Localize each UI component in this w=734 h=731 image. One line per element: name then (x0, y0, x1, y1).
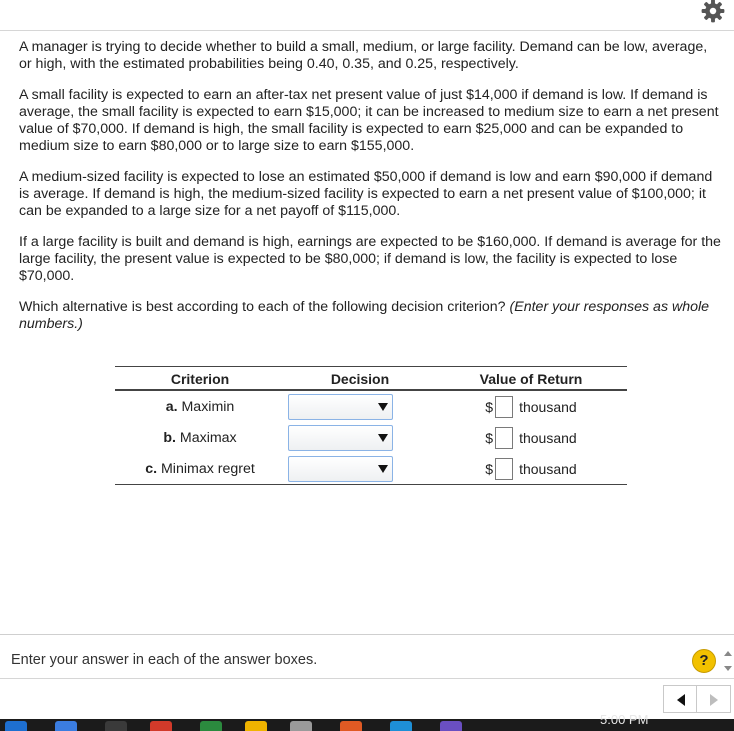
nav-divider (0, 678, 734, 679)
next-arrow-icon (708, 693, 720, 707)
dropdown-arrow-icon (376, 400, 390, 414)
decision-cell (285, 453, 435, 485)
value-unit: thousand (519, 429, 577, 446)
question-instruction: (Enter your responses as whole numbers.) (19, 299, 710, 332)
taskbar-app-icon[interactable] (150, 721, 172, 731)
prev-button[interactable] (663, 685, 697, 713)
taskbar-app-icon[interactable] (105, 721, 127, 731)
header-decision: Decision (285, 367, 435, 391)
value-cell (435, 453, 627, 485)
taskbar-app-icon[interactable] (390, 721, 412, 731)
value-input-maximin[interactable] (495, 396, 513, 418)
taskbar-clock: 5:00 PM (600, 714, 649, 727)
taskbar-app-icon[interactable] (5, 721, 27, 731)
header-criterion: Criterion (115, 367, 285, 391)
criterion-cell (115, 453, 285, 485)
prev-arrow-icon (675, 693, 687, 707)
criterion-label: Maximin (181, 398, 235, 415)
dropdown-arrow-icon (376, 462, 390, 476)
taskbar-app-icon[interactable] (440, 721, 462, 731)
currency-symbol: $ (485, 429, 494, 446)
taskbar-app-icon[interactable] (290, 721, 312, 731)
value-input-minimax-regret[interactable] (495, 458, 513, 480)
problem-paragraph: A manager is trying to decide whether to build a small, medium, or large facility. Demand can be low, average, or high, with the estimated probabilities being 0.40, 0.35, and 0.25, respectively. (19, 39, 708, 72)
taskbar-app-icon[interactable] (245, 721, 267, 731)
gear-icon[interactable] (700, 0, 726, 24)
value-group (485, 427, 576, 449)
taskbar-app-icon[interactable] (200, 721, 222, 731)
footer-hint: Enter your answer in each of the answer boxes. (11, 652, 318, 668)
decision-cell (285, 390, 435, 422)
decision-dropdown-maximin[interactable] (288, 394, 393, 420)
header-value: Value of Return (435, 367, 627, 391)
problem-paragraph: A small facility is expected to earn an after-tax net present value of just $14,000 if demand is low. If demand is average, the small facility is expected to earn $15,000; it can be increased to medium size to earn a net present value of $70,000. If demand is high, the small facility is expected to earn $25,000 and can be expanded to medium size to earn $80,000 or to large size to earn $155,000. (19, 87, 719, 154)
taskbar-app-icon[interactable] (340, 721, 362, 731)
decision-dropdown-maximax[interactable] (288, 425, 393, 451)
table-row (115, 453, 627, 485)
table-row (115, 422, 627, 453)
value-group (485, 396, 576, 418)
value-input-maximax[interactable] (495, 427, 513, 449)
next-button[interactable] (697, 685, 731, 713)
table-row (115, 390, 627, 422)
value-cell (435, 390, 627, 422)
top-bar (0, 0, 734, 31)
answer-table (115, 366, 627, 485)
criterion-letter: c. (145, 460, 158, 477)
value-group (485, 458, 576, 480)
criterion-label: Minimax regret (160, 460, 255, 477)
value-cell (435, 422, 627, 453)
problem-paragraph: A medium-sized facility is expected to lose an estimated $50,000 if demand is low and earn $90,000 if demand is average. If demand is high, the medium-sized facility is expected to earn a net present value of $100,000; it can be expanded to a large size for a net payoff of $115,000. (19, 169, 713, 219)
currency-symbol: $ (485, 398, 494, 415)
value-unit: thousand (519, 460, 577, 477)
decision-cell (285, 422, 435, 453)
chevron-icon[interactable] (723, 648, 733, 674)
decision-dropdown-minimax-regret[interactable] (288, 456, 393, 482)
footer-divider (0, 634, 734, 635)
question-text (19, 39, 721, 347)
currency-symbol: $ (485, 460, 494, 477)
problem-paragraph: If a large facility is built and demand is high, earnings are expected to be $160,000. If demand is average for the large facility, the present value is expected to be $80,000; if demand is low, the facility is expected to lose $70,000. (19, 234, 721, 284)
criterion-label: Maximax (179, 429, 237, 446)
criterion-letter: b. (163, 429, 176, 446)
criterion-cell (115, 422, 285, 453)
criterion-cell (115, 390, 285, 422)
taskbar-app-icon[interactable] (55, 721, 77, 731)
criterion-letter: a. (165, 398, 178, 415)
question-text-main: Which alternative is best according to each of the following decision criterion? (19, 299, 506, 315)
question-prompt (19, 299, 721, 333)
value-unit: thousand (519, 398, 577, 415)
dropdown-arrow-icon (376, 431, 390, 445)
help-icon[interactable]: ? (692, 649, 716, 673)
